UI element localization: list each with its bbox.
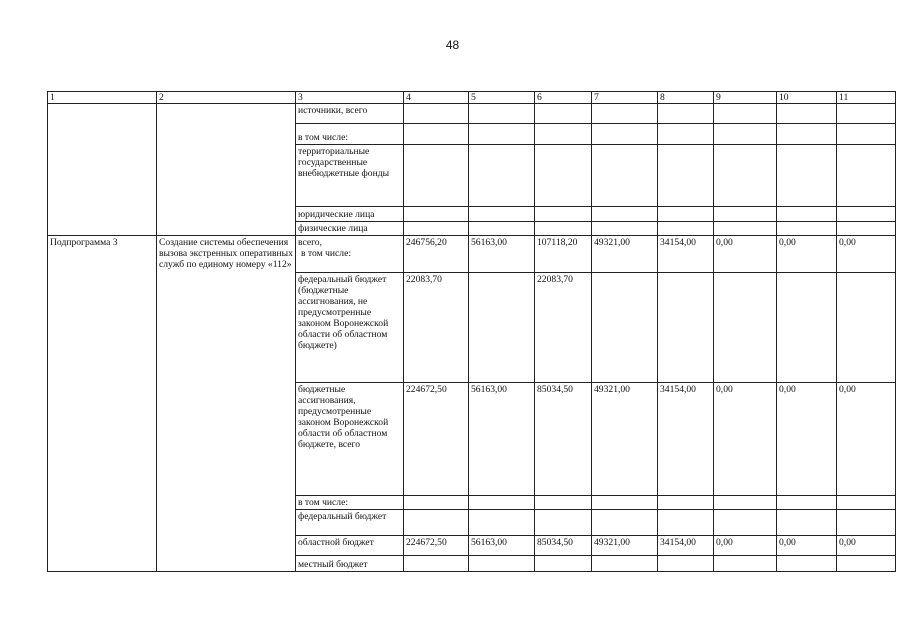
value-cell: 34154,00	[658, 236, 714, 273]
empty-cell	[157, 104, 296, 236]
row-label: областной бюджет	[296, 536, 404, 556]
header-cell: 11	[837, 92, 896, 104]
budget-table	[47, 91, 896, 572]
header-cell: 9	[714, 92, 777, 104]
header-cell: 3	[296, 92, 404, 104]
value-cell: 56163,00	[469, 383, 535, 496]
header-cell: 5	[469, 92, 535, 104]
header-cell: 2	[157, 92, 296, 104]
row-label-line: всего,	[298, 237, 322, 248]
row-label: юридические лица	[296, 207, 404, 222]
value-cell: 85034,50	[535, 383, 592, 496]
value-cell: 0,00	[777, 383, 837, 496]
value-cell: 49321,00	[592, 383, 658, 496]
row-label: в том числе:	[296, 124, 404, 145]
header-row	[48, 92, 896, 104]
value-cell: 56163,00	[469, 536, 535, 556]
value-cell: 0,00	[777, 236, 837, 273]
value-cell: 107118,20	[535, 236, 592, 273]
value-cell: 85034,50	[535, 536, 592, 556]
header-cell: 8	[658, 92, 714, 104]
subprogram-code: Подпрограмма 3	[48, 236, 157, 572]
row-label-line: в том числе:	[301, 248, 352, 259]
row-label: федеральный бюджет (бюджетные ассигнования, не предусмотренные законом Воронежской области об областном бюджете)	[296, 273, 404, 383]
header-cell: 4	[404, 92, 469, 104]
table-row	[48, 104, 896, 124]
value-cell: 0,00	[777, 536, 837, 556]
row-label: физические лица	[296, 222, 404, 236]
value-cell: 0,00	[714, 536, 777, 556]
header-cell: 10	[777, 92, 837, 104]
subprogram-name: Создание системы обеспечения вызова экстренных оперативных служб по единому номеру «112»	[157, 236, 296, 572]
row-label	[296, 236, 404, 273]
value-cell: 0,00	[837, 236, 896, 273]
page-number: 48	[445, 38, 460, 52]
value-cell: 34154,00	[658, 383, 714, 496]
row-label: территориальные государственные внебюджетные фонды	[296, 145, 404, 207]
row-label: в том числе:	[296, 496, 404, 510]
row-label: бюджетные ассигнования, предусмотренные законом Воронежской области об областном бюджете, всего	[296, 383, 404, 496]
table-row	[48, 236, 896, 273]
value-cell: 22083,70	[404, 273, 469, 383]
header-cell: 6	[535, 92, 592, 104]
row-label: федеральный бюджет	[296, 510, 404, 536]
row-label: местный бюджет	[296, 556, 404, 572]
value-cell: 0,00	[714, 383, 777, 496]
row-label: источники, всего	[296, 104, 404, 124]
value-cell: 0,00	[837, 536, 896, 556]
value-cell: 22083,70	[535, 273, 592, 383]
empty-cell	[48, 104, 157, 236]
value-cell: 49321,00	[592, 536, 658, 556]
header-cell: 1	[48, 92, 157, 104]
value-cell: 0,00	[837, 383, 896, 496]
header-cell: 7	[592, 92, 658, 104]
value-cell: 49321,00	[592, 236, 658, 273]
value-cell: 34154,00	[658, 536, 714, 556]
value-cell: 224672,50	[404, 536, 469, 556]
value-cell: 0,00	[714, 236, 777, 273]
value-cell: 246756,20	[404, 236, 469, 273]
value-cell: 56163,00	[469, 236, 535, 273]
value-cell: 224672,50	[404, 383, 469, 496]
